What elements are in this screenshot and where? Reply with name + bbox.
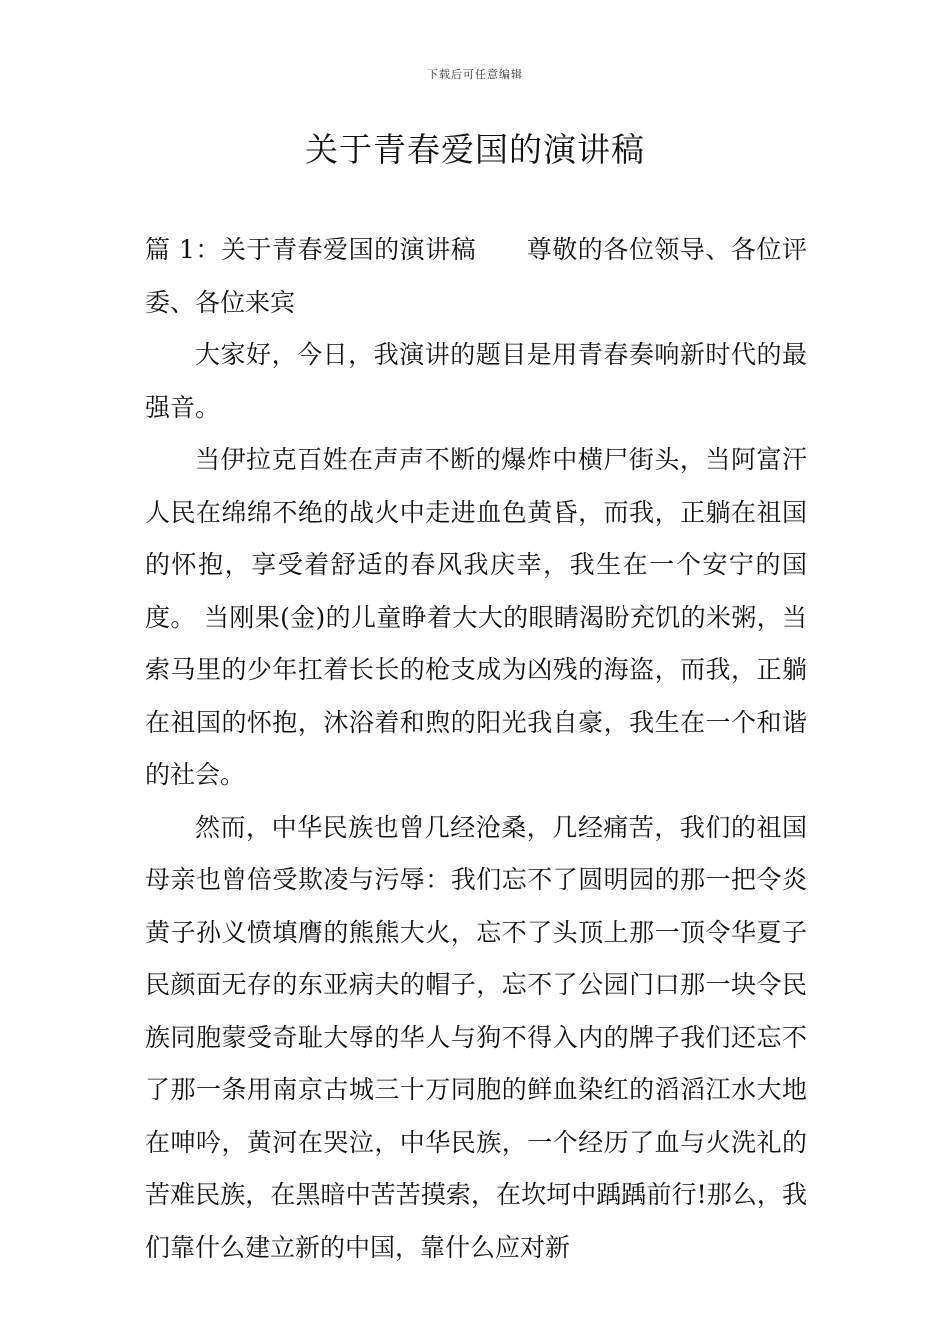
salutation: 尊敬的各位领导、各位评委、各位来宾 <box>145 235 807 317</box>
document-body <box>145 224 807 1274</box>
section-label: 篇 1：关于青春爱国的演讲稿 <box>145 235 477 264</box>
paragraph-history: 然而，中华民族也曾几经沧桑，几经痛苦，我们的祖国母亲也曾倍受欺凌与污辱：我们忘不了圆明园的那一把令炎黄子孙义愤填膺的熊熊大火，忘不了头顶上那一顶令华夏子民颜面无存的东亚病夫的帽子，忘不了公园门口那一块令民族同胞蒙受奇耻大辱的华人与狗不得入内的牌子我们还忘不了那一条用南京古城三十万同胞的鲜血染红的滔滔江水大地在呻吟，黄河在哭泣，中华民族，一个经历了血与火洗礼的苦难民族，在黑暗中苦苦摸索，在坎坷中踽踽前行!那么，我们靠什么建立新的中国，靠什么应对新 <box>145 812 807 1262</box>
paragraph-peace: 当伊拉克百姓在声声不断的爆炸中横尸街头，当阿富汗人民在绵绵不绝的战火中走进血色黄昏，而我，正躺在祖国的怀抱，享受着舒适的春风我庆幸，我生在一个安宁的国度。 当刚果(金)的儿童睁着大大的眼睛渴盼充饥的米粥，当索马里的少年扛着长长的枪支成为凶残的海盗，而我，正躺在祖国的怀抱，沐浴着和煦的阳光我自豪，我生在一个和谐的社会。 <box>145 445 807 789</box>
paragraph-greeting: 大家好，今日，我演讲的题目是用青春奏响新时代的最强音。 <box>145 340 807 422</box>
document-title: 关于青春爱国的演讲稿 <box>305 130 645 169</box>
header-note: 下载后可任意编辑 <box>427 68 523 81</box>
first-line <box>145 224 807 329</box>
